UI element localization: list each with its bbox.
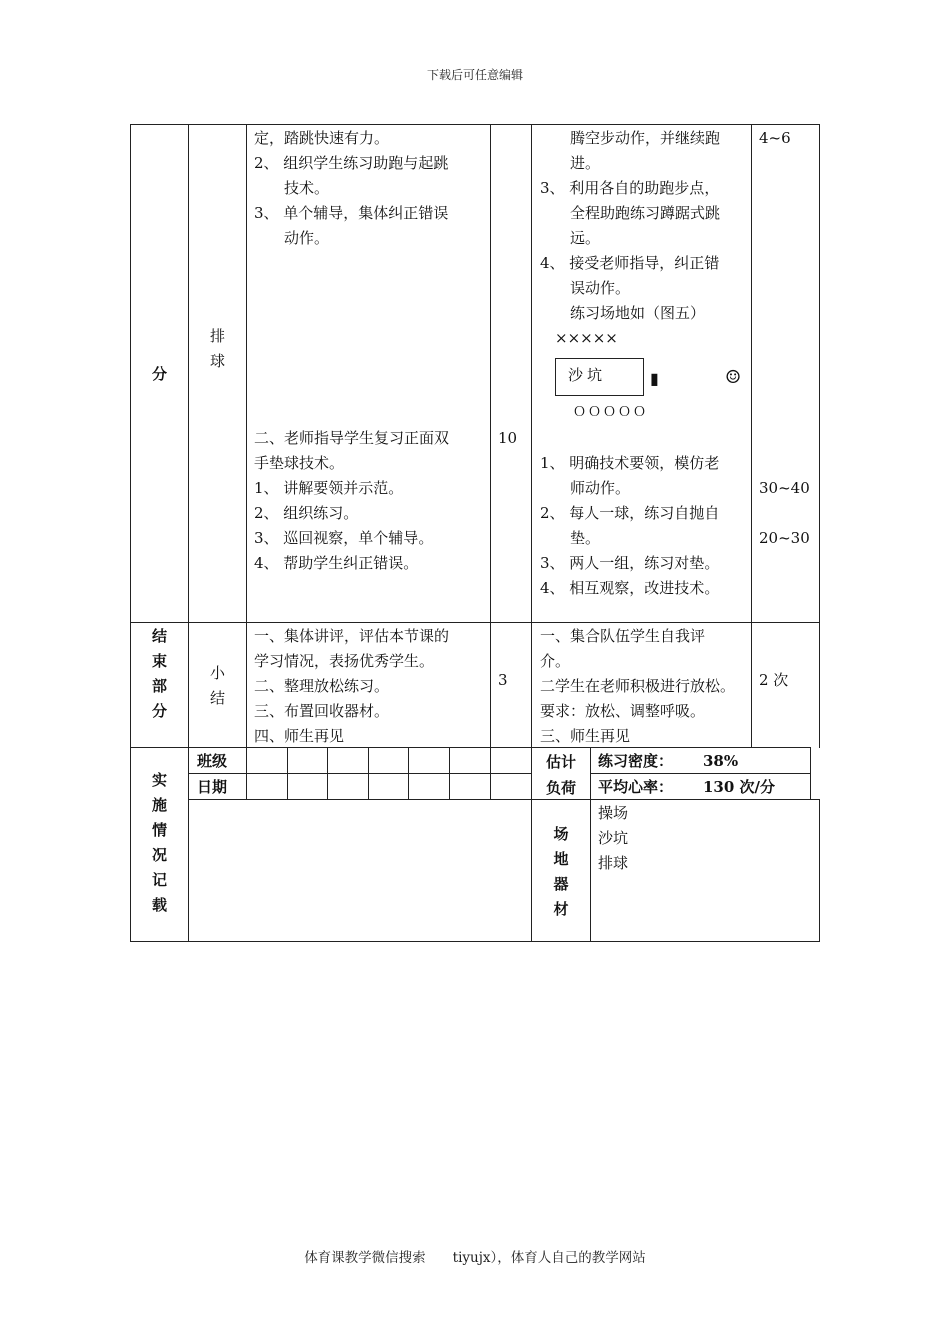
teacher-line: 3、 巡回视察，单个辅导。 [254,529,434,547]
student-line: 垫。 [540,529,601,547]
student-line: 3、 两人一组，练习对垫。 [540,554,720,572]
time-value: 3 [498,671,508,689]
teacher-line: 学习情况，表扬优秀学生。 [254,652,435,670]
takeoff-marker-icon: ▮ [650,369,659,388]
student-line: 二学生在老师积极进行放松。 [540,677,736,695]
heart-rate-label: 平均心率： [598,778,674,796]
estimate-load-label: 估计 负荷 [545,753,576,797]
venue-item: 排球 [598,854,629,872]
smiley-icon: ☺ [725,367,742,388]
student-line: 一、集合队伍学生自我评 [540,627,706,645]
student-line: 远。 [540,229,601,247]
load-value: 20~30 [759,529,810,547]
load-value: 30~40 [759,479,810,497]
teacher-line: 三、布置回收器材。 [254,702,390,720]
sand-pit-label: 沙坑 [568,366,607,384]
teacher-line: 4、 帮助学生纠正错误。 [254,554,419,572]
date-label: 日期 [197,778,228,796]
load-value: 2 次 [759,671,789,689]
teacher-line: 二、老师指导学生复习正面双 [254,429,450,447]
student-line: 全程助跑练习蹲踞式跳 [540,204,721,222]
heart-rate-value: 130 次/分 [703,778,776,796]
density-label: 练习密度： [598,752,674,770]
teacher-line: 2、 组织练习。 [254,504,359,522]
teacher-line: 二、整理放松练习。 [254,677,390,695]
student-line: 师动作。 [540,479,631,497]
teacher-line: 技术。 [254,179,330,197]
teacher-line: 四、师生再见 [254,727,345,745]
formation-circles: ＯＯＯＯＯ [573,405,649,420]
teacher-line: 1、 讲解要领并示范。 [254,479,404,497]
teacher-line: 2、 组织学生练习助跑与起跳 [254,154,449,172]
topic-label-volleyball: 排 球 [209,327,225,370]
class-label: 班级 [197,752,228,770]
venue-item: 操场 [598,804,629,822]
student-line: 进。 [540,154,601,172]
load-value: 4~6 [759,129,791,147]
teacher-line: 3、 单个辅导，集体纠正错误 [254,204,449,222]
student-line: 4、 接受老师指导，纠正错 [540,254,720,272]
formation-crosses: ××××× [540,329,618,347]
student-line: 腾空步动作，并继续跑 [540,129,721,147]
page-footer: 体育课教学微信搜索 tiyujx），体育人自己的教学网站 [304,1250,646,1266]
section-label-record: 实 施 情 况 记 载 [151,771,167,914]
density-value: 38% [703,752,739,770]
student-line: 4、 相互观察，改进技术。 [540,579,720,597]
student-line: 三、师生再见 [540,727,631,745]
teacher-line: 一、集体讲评，评估本节课的 [254,627,450,645]
student-line: 误动作。 [540,279,631,297]
page-header: 下载后可任意编辑 [426,68,523,82]
student-line: 2、 每人一球，练习自抛自 [540,504,720,522]
student-line: 1、 明确技术要领，模仿老 [540,454,720,472]
teacher-line: 定，踏跳快速有力。 [254,129,390,147]
student-line: 3、 利用各自的助跑步点， [540,179,720,197]
teacher-line: 动作。 [254,229,330,247]
venue-equipment-label: 场 地 器 材 [553,825,569,918]
section-label-basic: 分 [151,365,167,383]
time-value: 10 [498,429,518,447]
student-line: 练习场地如（图五） [540,304,706,322]
teacher-line: 手垫球技术。 [254,454,345,472]
student-line: 要求：放松、调整呼吸。 [540,702,706,720]
section-label-end: 结 束 部 分 [151,627,167,720]
topic-label-summary: 小 结 [209,664,225,707]
student-line: 介。 [540,652,571,670]
venue-item: 沙坑 [598,829,629,847]
